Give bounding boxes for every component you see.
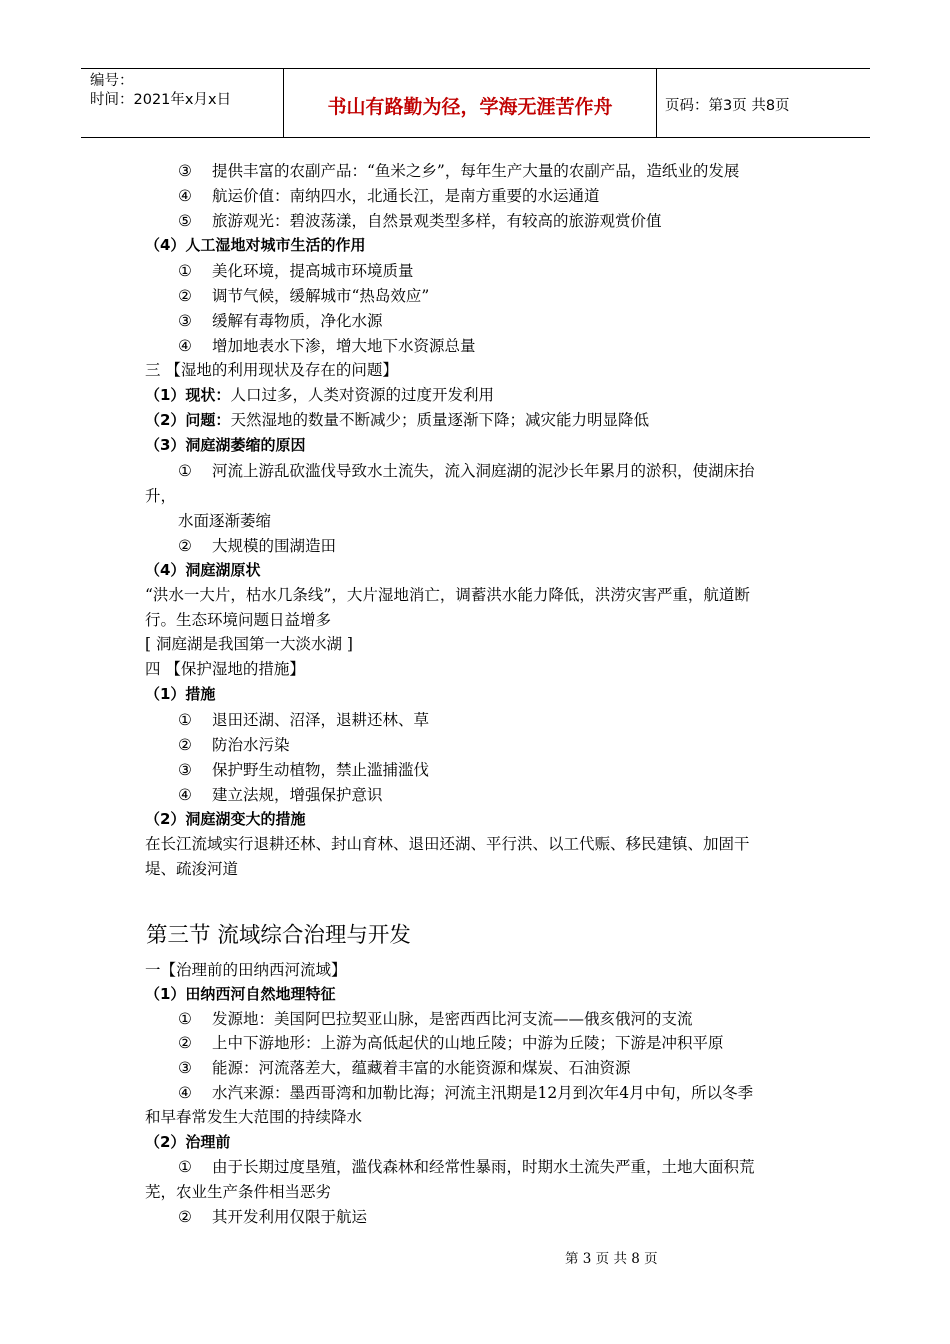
paragraph-line: 升， — [145, 487, 177, 505]
chapter-title: 第三节 流域综合治理与开发 — [146, 923, 411, 948]
paragraph-line: “洪水一大片，枯水几条线”，大片湿地消亡，调蓄洪水能力降低，洪涝灾害严重，航道断 — [145, 586, 750, 604]
item-number: ① — [178, 711, 192, 729]
page-info: 页码：第3页 共8页 — [665, 98, 790, 114]
item-text: 由于长期过度垦殖，滥伐森林和经常性暴雨，时期水土流失严重，土地大面积荒 — [212, 1158, 755, 1176]
item-number: ② — [178, 537, 192, 555]
item-number: ② — [178, 287, 192, 305]
item-number: ③ — [178, 162, 192, 180]
item-number: ③ — [178, 312, 192, 330]
item-text: 缓解有毒物质，净化水源 — [212, 312, 383, 330]
paragraph — [145, 410, 649, 430]
list-item — [178, 1157, 755, 1177]
item-text: 防治水污染 — [212, 736, 290, 754]
paragraph-text: 天然湿地的数量不断减少；质量逐渐下降；减灾能力明显降低 — [230, 411, 649, 429]
subsection-heading: （2）洞庭湖变大的措施 — [145, 810, 306, 828]
subsection-heading: （4）洞庭湖原状 — [145, 561, 261, 579]
paragraph-line: 在长江流域实行退耕还林、封山育林、退田还湖、平行洪、以工代赈、移民建镇、加固干 — [145, 835, 750, 853]
list-item — [178, 211, 662, 231]
motto: 书山有路勤为径，学海无涯苦作舟 — [327, 96, 613, 118]
item-text: 发源地：美国阿巴拉契亚山脉，是密西西比河支流——俄亥俄河的支流 — [212, 1010, 693, 1028]
item-text: 大规模的围湖造田 — [212, 537, 337, 555]
header-right-cell — [656, 69, 870, 137]
section-heading: 四 【保护湿地的措施】 — [145, 660, 305, 678]
item-number: ④ — [178, 337, 192, 355]
item-number: ④ — [178, 187, 192, 205]
paragraph-line: 和早春常发生大范围的持续降水 — [145, 1108, 363, 1126]
item-number: ② — [178, 736, 192, 754]
item-number: ② — [178, 1208, 192, 1226]
item-text: 水汽来源：墨西哥湾和加勒比海；河流主汛期是12月到次年4月中旬，所以冬季 — [212, 1084, 754, 1102]
item-number: ④ — [178, 786, 192, 804]
subsection-heading: （1）田纳西河自然地理特征 — [145, 985, 336, 1003]
item-text: 航运价值：南纳四水，北通长江，是南方重要的水运通道 — [212, 187, 600, 205]
list-item — [178, 710, 429, 730]
item-number: ① — [178, 1158, 192, 1176]
subsection-heading: （4）人工湿地对城市生活的作用 — [145, 236, 366, 254]
paragraph-label: （2）问题： — [145, 411, 231, 429]
item-text: 保护野生动植物，禁止滥捕滥伐 — [212, 761, 430, 779]
item-text: 增加地表水下渗，增大地下水资源总量 — [212, 337, 476, 355]
list-item — [178, 536, 336, 556]
list-item — [178, 1033, 724, 1053]
list-item — [178, 261, 414, 281]
list-item — [178, 735, 290, 755]
list-item — [178, 1009, 693, 1029]
subsection-heading: （2）治理前 — [145, 1133, 231, 1151]
list-item — [178, 1058, 631, 1078]
header-motto-cell — [283, 69, 657, 137]
note: [ 洞庭湖是我国第一大淡水湖 ] — [145, 635, 353, 653]
item-number: ② — [178, 1034, 192, 1052]
paragraph-text: 人口过多，人类对资源的过度开发利用 — [230, 386, 494, 404]
subsection-heading: （3）洞庭湖萎缩的原因 — [145, 436, 306, 454]
item-number: ④ — [178, 1084, 192, 1102]
list-item — [178, 286, 429, 306]
section-heading: 一【治理前的田纳西河流域】 — [145, 961, 347, 979]
list-item — [178, 1207, 367, 1227]
item-text: 美化环境，提高城市环境质量 — [212, 262, 414, 280]
list-item — [178, 760, 429, 780]
list-item — [178, 785, 383, 805]
paragraph — [145, 385, 494, 405]
list-item — [178, 311, 383, 331]
list-item — [178, 186, 600, 206]
paragraph-label: （1）现状： — [145, 386, 231, 404]
item-text: 旅游观光：碧波荡漾，自然景观类型多样，有较高的旅游观赏价值 — [212, 212, 662, 230]
header-left-cell — [81, 69, 281, 137]
item-number: ③ — [178, 1059, 192, 1077]
page-header — [81, 68, 870, 138]
list-item — [178, 1083, 753, 1103]
paragraph-line: 堤、疏浚河道 — [145, 860, 239, 878]
item-text: 上中下游地形：上游为高低起伏的山地丘陵；中游为丘陵；下游是冲积平原 — [212, 1034, 724, 1052]
paragraph-line: 行。生态环境问题日益增多 — [145, 611, 332, 629]
item-number: ① — [178, 462, 192, 480]
item-text: 提供丰富的农副产品：“鱼米之乡”，每年生产大量的农副产品，造纸业的发展 — [212, 162, 740, 180]
item-number: ① — [178, 1010, 192, 1028]
item-text: 河流上游乱砍滥伐导致水土流失，流入洞庭湖的泥沙长年累月的淤积，使湖床抬 — [212, 462, 755, 480]
item-number: ③ — [178, 761, 192, 779]
item-number: ⑤ — [178, 212, 192, 230]
item-number: ① — [178, 262, 192, 280]
section-heading: 三 【湿地的利用现状及存在的问题】 — [145, 361, 398, 379]
subsection-heading: （1）措施 — [145, 685, 216, 703]
code-label: 编号： — [90, 73, 134, 89]
item-text: 其开发利用仅限于航运 — [212, 1208, 368, 1226]
paragraph-line: 水面逐渐萎缩 — [178, 512, 272, 530]
list-item — [178, 161, 739, 181]
list-item — [178, 336, 476, 356]
time-label: 时间：2021年x月x日 — [90, 92, 232, 108]
paragraph-line: 芜，农业生产条件相当恶劣 — [145, 1183, 332, 1201]
list-item — [178, 461, 755, 481]
page-footer: 第 3 页 共 8 页 — [565, 1251, 658, 1267]
item-text: 调节气候，缓解城市“热岛效应” — [212, 287, 430, 305]
item-text: 建立法规，增强保护意识 — [212, 786, 383, 804]
item-text: 退田还湖、沼泽，退耕还林、草 — [212, 711, 430, 729]
item-text: 能源：河流落差大，蕴藏着丰富的水能资源和煤炭、石油资源 — [212, 1059, 631, 1077]
